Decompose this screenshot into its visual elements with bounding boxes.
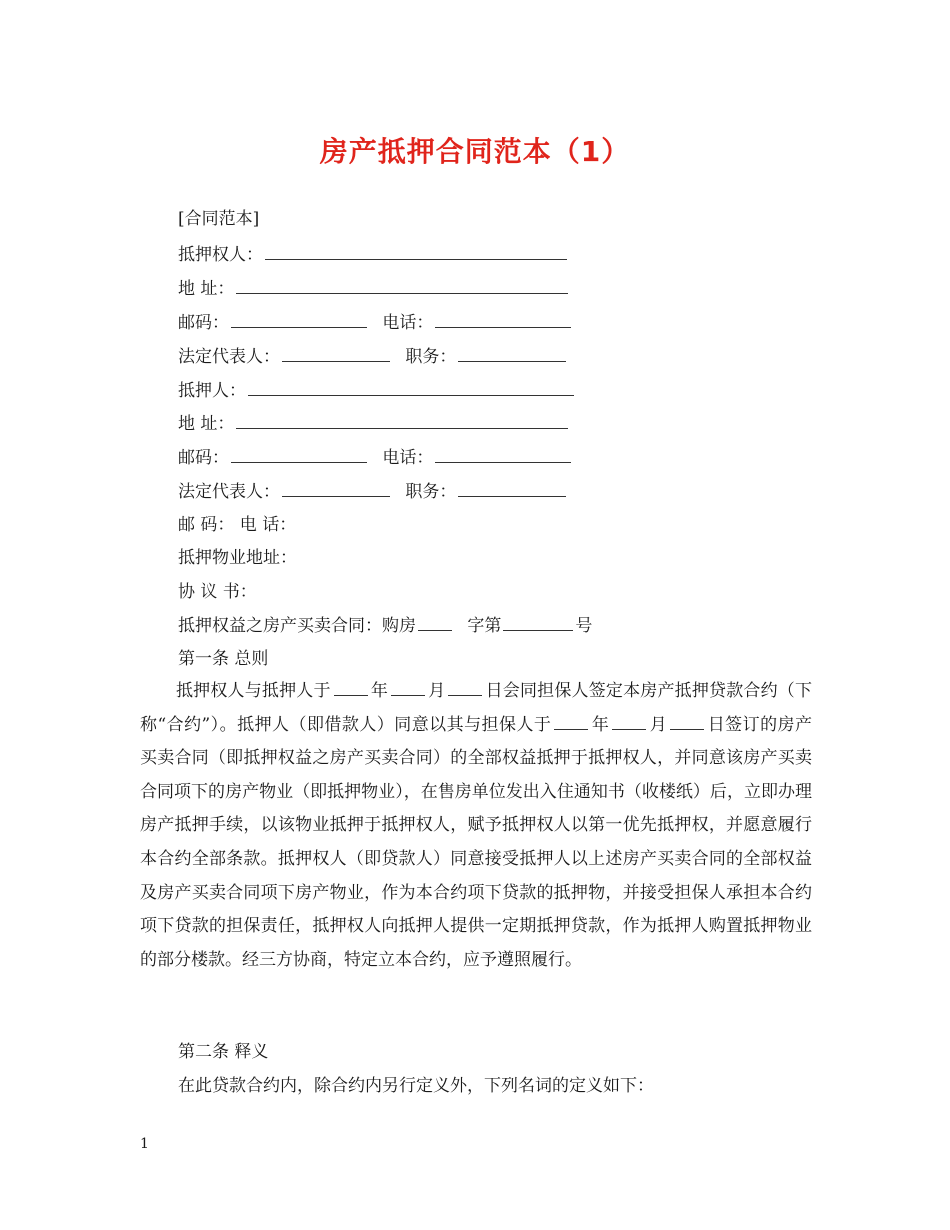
- field-label: 号: [575, 616, 593, 636]
- field-postcode-phone-3: 邮 码： 电 话：: [178, 515, 297, 535]
- field-label: 法定代表人：: [178, 347, 280, 367]
- field-address-2: [178, 412, 570, 436]
- header-tag: [合同范本]: [178, 209, 260, 229]
- field-label: 地 址：: [178, 279, 235, 299]
- blank-line: [435, 312, 571, 328]
- text-segment: 月: [428, 681, 446, 701]
- field-address-1: [178, 277, 570, 301]
- article-1-paragraph: [140, 675, 812, 977]
- field-legal-rep-2: [178, 480, 568, 504]
- field-label: 字第: [467, 616, 502, 636]
- blank-line: [554, 715, 588, 730]
- blank-line: [418, 615, 452, 631]
- field-label: 电话：: [382, 448, 434, 468]
- field-label: 职务：: [405, 347, 457, 367]
- blank-line: [458, 481, 566, 497]
- blank-line: [448, 681, 482, 696]
- field-label: 邮码：: [178, 448, 229, 468]
- field-label: 法定代表人：: [178, 482, 280, 502]
- text-segment: 年: [591, 714, 610, 735]
- field-agreement: 协 议 书：: [178, 582, 257, 602]
- text-segment: 月: [649, 714, 668, 735]
- field-label: 抵押人：: [178, 381, 246, 401]
- field-property-address: 抵押物业地址：: [178, 548, 297, 568]
- blank-line: [458, 346, 566, 362]
- blank-line: [503, 615, 573, 631]
- text-segment: 年: [370, 681, 389, 701]
- blank-line: [236, 413, 568, 429]
- field-postcode-phone-1: [178, 311, 573, 335]
- article-2-text: 在此贷款合约内，除合约内另行定义外，下列名词的定义如下：: [178, 1076, 654, 1096]
- blank-line: [231, 447, 367, 463]
- article-1-heading: 第一条 总则: [178, 649, 269, 669]
- blank-line: [334, 681, 368, 696]
- blank-line: [282, 481, 390, 497]
- blank-line: [435, 447, 571, 463]
- field-label: 地 址：: [178, 414, 235, 434]
- article-2-heading: 第二条 释义: [178, 1042, 269, 1062]
- blank-line: [236, 278, 568, 294]
- text-segment: 抵押权人与抵押人于: [176, 681, 331, 701]
- text-segment: 日会同担保人签定本房产抵押贷款合约（下称“合约”）。抵押人（即借款人）同意以其与担保人于: [140, 681, 812, 735]
- blank-line: [612, 715, 646, 730]
- blank-line: [231, 312, 367, 328]
- text-segment: 日签订的房产买卖合同（即抵押权益之房产买卖合同）的全部权益抵押于抵押权人，并同意该房产买卖合同项下的房产物业（即抵押物业），在售房单位发出入住通知书（收楼纸）后，立即办理房产抵押手续，以该物业抵押于抵押权人，赋予抵押权人以第一优先抵押权，并愿意履行本合约全部条款。抵押权人（即贷款人）同意接受抵押人以上述房产买卖合同的全部权益及房产买卖合同项下房产物业，作为本合约项下贷款的抵押物，并接受担保人承担本合约项下贷款的担保责任，抵押权人向抵押人提供一定期抵押贷款，作为抵押人购置抵押物业的部分楼款。经三方协商，特定立本合约，应予遵照履行。: [140, 714, 812, 970]
- field-label: 邮码：: [178, 313, 229, 333]
- blank-line: [282, 346, 390, 362]
- field-label: 职务：: [405, 482, 457, 502]
- blank-line: [391, 681, 425, 696]
- blank-line: [265, 244, 567, 260]
- field-mortgagee: [178, 243, 569, 267]
- field-label: 电话：: [382, 313, 434, 333]
- field-legal-rep-1: [178, 345, 568, 369]
- blank-line: [670, 715, 704, 730]
- field-label: 抵押权益之房产买卖合同：购房: [178, 616, 416, 636]
- field-postcode-phone-2: [178, 446, 573, 470]
- field-purchase-contract: [178, 614, 592, 638]
- field-mortgagor: [178, 379, 576, 403]
- blank-line: [248, 380, 574, 396]
- document-title: 房产抵押合同范本（1）: [319, 135, 631, 168]
- field-label: 抵押权人：: [178, 245, 263, 265]
- page-number: 1: [140, 1136, 149, 1152]
